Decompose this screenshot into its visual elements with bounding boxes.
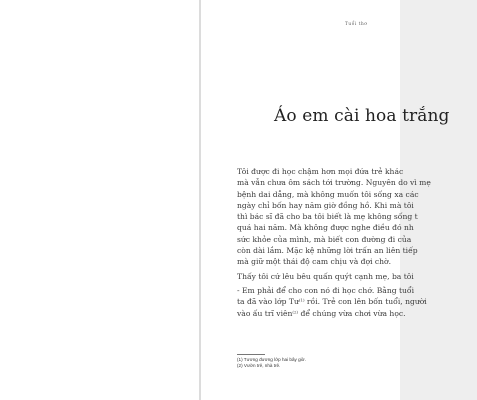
chapter-title: Áo em cài hoa trắng — [274, 106, 450, 126]
line-text: để chúng vừa chơi vừa học. — [298, 308, 406, 318]
paragraph-1-line: sức khỏe của mình, mà biết con đường đi của — [237, 234, 412, 244]
paragraph-1-line: mà vẫn chưa ôm sách tới trường. Nguyên do vì mẹ — [237, 178, 431, 188]
footnote-2: (2) Vườn trẻ, nhà trẻ. — [237, 363, 281, 369]
line-text: vào ấu trĩ viên — [237, 308, 293, 318]
footnote-marker-1: (1) — [298, 297, 305, 303]
footnotes — [237, 357, 397, 369]
paragraph-1-line: bệnh dai dẳng, mà không muốn tôi sống xa các — [237, 189, 419, 199]
footnote-marker-2: (2) — [292, 309, 299, 315]
paragraph-1-line: còn dài lắm. Mặc kệ những lời trấn an liên tiếp — [237, 246, 418, 256]
right-page — [201, 0, 450, 400]
footnote-rule — [237, 354, 265, 355]
paragraph-1-line: quá hai năm. Mà không được nghe điều đó nh — [237, 223, 414, 233]
running-head: Tuổi thơ — [345, 21, 368, 26]
paragraph-1-line: ngày chỉ bốn hay năm giờ đồng hồ. Khi mà tôi — [237, 200, 414, 210]
paragraph-1-line: thì bác sĩ đã cho ba tôi biết là mẹ không sống t — [237, 212, 418, 222]
body-text — [237, 166, 477, 319]
paragraph-1-line: Tôi được đi học chậm hơn mọi đứa trẻ khác — [237, 167, 404, 176]
paragraph-2-line: Thấy tôi cứ lêu bêu quấn quýt cạnh mẹ, ba tôi — [237, 271, 414, 281]
paragraph-1-line: mà giữ một thái độ cam chịu và đợi chờ. — [237, 257, 392, 267]
paragraph-3-line — [237, 296, 477, 307]
paragraph-3-line — [237, 308, 477, 319]
left-page-blank — [0, 0, 199, 400]
line-text: ta đã vào lớp Tư — [237, 297, 299, 307]
paragraph-3-line: - Em phải để cho con nó đi học chớ. Bằng tuổi — [237, 285, 415, 295]
line-text: rồi. Trẻ con lên bốn tuổi, người — [304, 297, 427, 307]
footnote-1: (1) Tương đương lớp hai bây giờ. — [237, 357, 306, 362]
